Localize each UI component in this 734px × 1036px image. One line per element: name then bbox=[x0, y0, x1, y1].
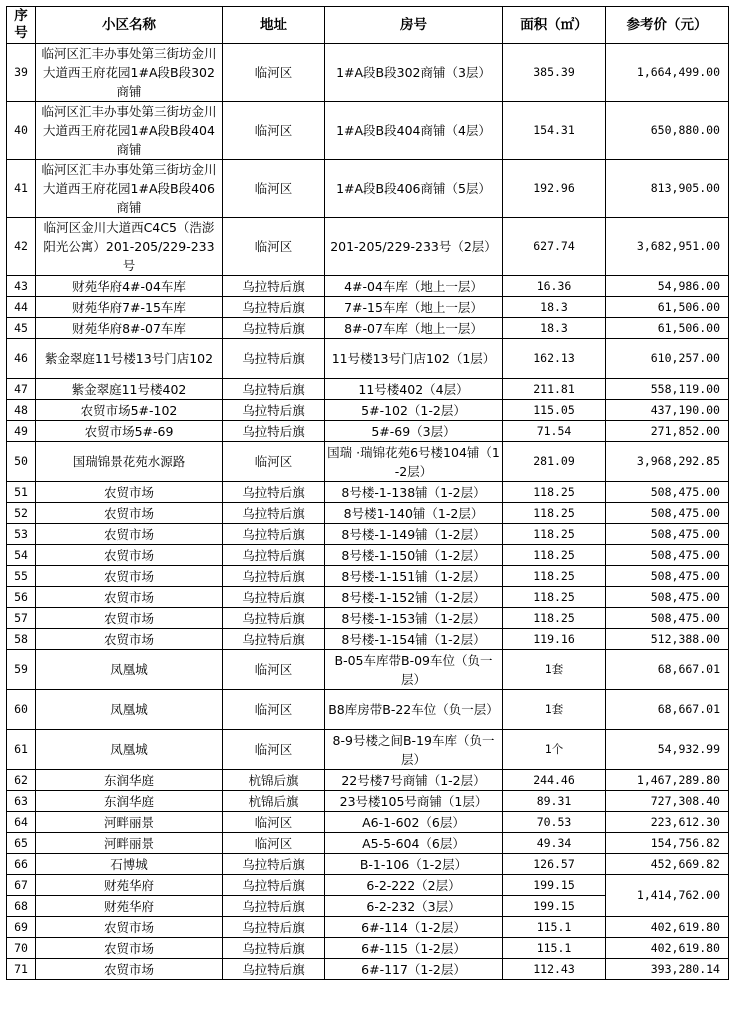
table-row bbox=[7, 730, 729, 770]
cell-room-number: 国瑞 ·瑞锦花苑6号楼104铺（1-2层） bbox=[325, 442, 503, 482]
cell-address: 乌拉特后旗 bbox=[223, 854, 325, 875]
cell-address: 临河区 bbox=[223, 102, 325, 160]
cell-reference-price: 558,119.00 bbox=[606, 379, 729, 400]
cell-community-name: 农贸市场5#-102 bbox=[36, 400, 223, 421]
table-row bbox=[7, 318, 729, 339]
cell-reference-price: 68,667.01 bbox=[606, 690, 729, 730]
cell-address: 乌拉特后旗 bbox=[223, 608, 325, 629]
cell-reference-price: 154,756.82 bbox=[606, 833, 729, 854]
cell-area: 1套 bbox=[503, 690, 606, 730]
cell-room-number: 8-9号楼之间B-19车库（负一层） bbox=[325, 730, 503, 770]
cell-address: 杭锦后旗 bbox=[223, 791, 325, 812]
cell-community-name: 凤凰城 bbox=[36, 650, 223, 690]
cell-area: 385.39 bbox=[503, 44, 606, 102]
cell-room-number: 1#A段B段302商铺（3层） bbox=[325, 44, 503, 102]
cell-serial-number: 54 bbox=[7, 545, 36, 566]
cell-reference-price: 3,968,292.85 bbox=[606, 442, 729, 482]
table-row bbox=[7, 833, 729, 854]
cell-community-name: 农贸市场 bbox=[36, 917, 223, 938]
cell-room-number: 11号楼402（4层） bbox=[325, 379, 503, 400]
cell-area: 18.3 bbox=[503, 297, 606, 318]
cell-area: 118.25 bbox=[503, 524, 606, 545]
table-row bbox=[7, 524, 729, 545]
cell-address: 乌拉特后旗 bbox=[223, 938, 325, 959]
cell-room-number: 5#-102（1-2层） bbox=[325, 400, 503, 421]
cell-area: 199.15 bbox=[503, 875, 606, 896]
cell-room-number: B-05车库带B-09车位（负一层） bbox=[325, 650, 503, 690]
cell-reference-price: 223,612.30 bbox=[606, 812, 729, 833]
cell-serial-number: 52 bbox=[7, 503, 36, 524]
cell-address: 乌拉特后旗 bbox=[223, 276, 325, 297]
cell-serial-number: 40 bbox=[7, 102, 36, 160]
cell-community-name: 国瑞锦景花苑水源路 bbox=[36, 442, 223, 482]
cell-room-number: 8号楼-1-138铺（1-2层） bbox=[325, 482, 503, 503]
cell-reference-price: 1,664,499.00 bbox=[606, 44, 729, 102]
cell-address: 乌拉特后旗 bbox=[223, 503, 325, 524]
cell-serial-number: 50 bbox=[7, 442, 36, 482]
cell-community-name: 临河区汇丰办事处第三街坊金川大道西王府花园1#A段B段406商铺 bbox=[36, 160, 223, 218]
cell-community-name: 紫金翠庭11号楼13号门店102 bbox=[36, 339, 223, 379]
cell-room-number: 4#-04车库（地上一层） bbox=[325, 276, 503, 297]
cell-serial-number: 60 bbox=[7, 690, 36, 730]
cell-community-name: 财苑华府7#-15车库 bbox=[36, 297, 223, 318]
table-row bbox=[7, 379, 729, 400]
cell-reference-price: 54,932.99 bbox=[606, 730, 729, 770]
cell-reference-price: 813,905.00 bbox=[606, 160, 729, 218]
header-room-number: 房号 bbox=[325, 7, 503, 44]
cell-community-name: 东润华庭 bbox=[36, 791, 223, 812]
header-reference-price: 参考价（元） bbox=[606, 7, 729, 44]
cell-serial-number: 39 bbox=[7, 44, 36, 102]
cell-community-name: 农贸市场 bbox=[36, 482, 223, 503]
cell-address: 乌拉特后旗 bbox=[223, 629, 325, 650]
cell-community-name: 农贸市场 bbox=[36, 545, 223, 566]
cell-area: 199.15 bbox=[503, 896, 606, 917]
cell-room-number: 1#A段B段406商铺（5层） bbox=[325, 160, 503, 218]
table-row bbox=[7, 791, 729, 812]
cell-serial-number: 43 bbox=[7, 276, 36, 297]
cell-reference-price: 437,190.00 bbox=[606, 400, 729, 421]
cell-address: 乌拉特后旗 bbox=[223, 959, 325, 980]
cell-community-name: 临河区汇丰办事处第三街坊金川大道西王府花园1#A段B段302商铺 bbox=[36, 44, 223, 102]
cell-serial-number: 48 bbox=[7, 400, 36, 421]
cell-room-number: 6#-115（1-2层） bbox=[325, 938, 503, 959]
cell-reference-price: 271,852.00 bbox=[606, 421, 729, 442]
cell-serial-number: 64 bbox=[7, 812, 36, 833]
cell-room-number: 7#-15车库（地上一层） bbox=[325, 297, 503, 318]
cell-area: 71.54 bbox=[503, 421, 606, 442]
cell-serial-number: 71 bbox=[7, 959, 36, 980]
cell-community-name: 农贸市场 bbox=[36, 959, 223, 980]
cell-serial-number: 59 bbox=[7, 650, 36, 690]
cell-room-number: 8号楼-1-149铺（1-2层） bbox=[325, 524, 503, 545]
cell-address: 乌拉特后旗 bbox=[223, 875, 325, 896]
cell-room-number: 8号楼-1-153铺（1-2层） bbox=[325, 608, 503, 629]
cell-area: 115.1 bbox=[503, 938, 606, 959]
cell-address: 乌拉特后旗 bbox=[223, 339, 325, 379]
cell-serial-number: 63 bbox=[7, 791, 36, 812]
cell-reference-price: 68,667.01 bbox=[606, 650, 729, 690]
cell-community-name: 石博城 bbox=[36, 854, 223, 875]
table-row bbox=[7, 218, 729, 276]
cell-area: 118.25 bbox=[503, 503, 606, 524]
cell-reference-price: 610,257.00 bbox=[606, 339, 729, 379]
cell-serial-number: 62 bbox=[7, 770, 36, 791]
cell-community-name: 农贸市场5#-69 bbox=[36, 421, 223, 442]
cell-address: 临河区 bbox=[223, 812, 325, 833]
cell-area: 115.1 bbox=[503, 917, 606, 938]
table-row bbox=[7, 608, 729, 629]
cell-room-number: 11号楼13号门店102（1层） bbox=[325, 339, 503, 379]
table-header-row bbox=[7, 7, 729, 44]
header-serial-number: 序号 bbox=[7, 7, 36, 44]
cell-area: 1个 bbox=[503, 730, 606, 770]
cell-serial-number: 55 bbox=[7, 566, 36, 587]
cell-community-name: 临河区汇丰办事处第三街坊金川大道西王府花园1#A段B段404商铺 bbox=[36, 102, 223, 160]
table-row bbox=[7, 44, 729, 102]
cell-area: 162.13 bbox=[503, 339, 606, 379]
cell-area: 154.31 bbox=[503, 102, 606, 160]
cell-community-name: 农贸市场 bbox=[36, 629, 223, 650]
cell-serial-number: 68 bbox=[7, 896, 36, 917]
cell-room-number: 23号楼105号商铺（1层） bbox=[325, 791, 503, 812]
cell-serial-number: 46 bbox=[7, 339, 36, 379]
cell-address: 杭锦后旗 bbox=[223, 770, 325, 791]
table-row bbox=[7, 770, 729, 791]
cell-area: 49.34 bbox=[503, 833, 606, 854]
cell-room-number: 1#A段B段404商铺（4层） bbox=[325, 102, 503, 160]
table-row bbox=[7, 400, 729, 421]
cell-address: 乌拉特后旗 bbox=[223, 917, 325, 938]
cell-address: 临河区 bbox=[223, 650, 325, 690]
cell-address: 临河区 bbox=[223, 160, 325, 218]
table-row bbox=[7, 690, 729, 730]
cell-community-name: 农贸市场 bbox=[36, 503, 223, 524]
cell-area: 16.36 bbox=[503, 276, 606, 297]
cell-community-name: 凤凰城 bbox=[36, 730, 223, 770]
cell-serial-number: 41 bbox=[7, 160, 36, 218]
table-row bbox=[7, 812, 729, 833]
cell-community-name: 临河区金川大道西C4C5（浩澎阳光公寓）201-205/229-233号 bbox=[36, 218, 223, 276]
cell-community-name: 农贸市场 bbox=[36, 938, 223, 959]
cell-address: 乌拉特后旗 bbox=[223, 400, 325, 421]
cell-room-number: 22号楼7号商铺（1-2层） bbox=[325, 770, 503, 791]
cell-reference-price: 402,619.80 bbox=[606, 917, 729, 938]
cell-address: 临河区 bbox=[223, 442, 325, 482]
table-row bbox=[7, 102, 729, 160]
cell-room-number: 6#-117（1-2层） bbox=[325, 959, 503, 980]
cell-area: 119.16 bbox=[503, 629, 606, 650]
cell-serial-number: 44 bbox=[7, 297, 36, 318]
cell-community-name: 农贸市场 bbox=[36, 566, 223, 587]
cell-area: 281.09 bbox=[503, 442, 606, 482]
cell-serial-number: 42 bbox=[7, 218, 36, 276]
cell-address: 乌拉特后旗 bbox=[223, 896, 325, 917]
table-row bbox=[7, 160, 729, 218]
cell-area: 70.53 bbox=[503, 812, 606, 833]
cell-serial-number: 47 bbox=[7, 379, 36, 400]
cell-reference-price: 508,475.00 bbox=[606, 524, 729, 545]
cell-community-name: 农贸市场 bbox=[36, 608, 223, 629]
cell-address: 乌拉特后旗 bbox=[223, 421, 325, 442]
cell-room-number: 8号楼1-140铺（1-2层） bbox=[325, 503, 503, 524]
cell-reference-price: 1,414,762.00 bbox=[606, 875, 729, 917]
cell-area: 192.96 bbox=[503, 160, 606, 218]
cell-area: 627.74 bbox=[503, 218, 606, 276]
cell-serial-number: 58 bbox=[7, 629, 36, 650]
cell-room-number: 8号楼-1-152铺（1-2层） bbox=[325, 587, 503, 608]
cell-serial-number: 53 bbox=[7, 524, 36, 545]
cell-area: 115.05 bbox=[503, 400, 606, 421]
table-row bbox=[7, 297, 729, 318]
cell-address: 临河区 bbox=[223, 44, 325, 102]
cell-room-number: B8库房带B-22车位（负一层） bbox=[325, 690, 503, 730]
cell-address: 乌拉特后旗 bbox=[223, 482, 325, 503]
cell-reference-price: 727,308.40 bbox=[606, 791, 729, 812]
cell-reference-price: 452,669.82 bbox=[606, 854, 729, 875]
cell-reference-price: 508,475.00 bbox=[606, 587, 729, 608]
cell-serial-number: 67 bbox=[7, 875, 36, 896]
table-row bbox=[7, 629, 729, 650]
cell-room-number: 8号楼-1-154铺（1-2层） bbox=[325, 629, 503, 650]
cell-address: 临河区 bbox=[223, 833, 325, 854]
cell-serial-number: 65 bbox=[7, 833, 36, 854]
cell-serial-number: 69 bbox=[7, 917, 36, 938]
cell-serial-number: 61 bbox=[7, 730, 36, 770]
cell-reference-price: 61,506.00 bbox=[606, 318, 729, 339]
cell-reference-price: 512,388.00 bbox=[606, 629, 729, 650]
table-row bbox=[7, 339, 729, 379]
cell-reference-price: 402,619.80 bbox=[606, 938, 729, 959]
cell-address: 乌拉特后旗 bbox=[223, 318, 325, 339]
cell-area: 118.25 bbox=[503, 587, 606, 608]
cell-community-name: 农贸市场 bbox=[36, 524, 223, 545]
cell-serial-number: 56 bbox=[7, 587, 36, 608]
table-body bbox=[7, 44, 729, 980]
cell-address: 乌拉特后旗 bbox=[223, 545, 325, 566]
cell-reference-price: 393,280.14 bbox=[606, 959, 729, 980]
header-address: 地址 bbox=[223, 7, 325, 44]
cell-address: 乌拉特后旗 bbox=[223, 297, 325, 318]
cell-community-name: 财苑华府4#-04车库 bbox=[36, 276, 223, 297]
cell-area: 244.46 bbox=[503, 770, 606, 791]
cell-community-name: 河畔丽景 bbox=[36, 812, 223, 833]
table-row bbox=[7, 566, 729, 587]
cell-area: 1套 bbox=[503, 650, 606, 690]
cell-room-number: 201-205/229-233号（2层） bbox=[325, 218, 503, 276]
cell-area: 89.31 bbox=[503, 791, 606, 812]
cell-address: 临河区 bbox=[223, 218, 325, 276]
cell-area: 118.25 bbox=[503, 482, 606, 503]
cell-room-number: B-1-106（1-2层） bbox=[325, 854, 503, 875]
cell-room-number: 8号楼-1-151铺（1-2层） bbox=[325, 566, 503, 587]
cell-address: 乌拉特后旗 bbox=[223, 379, 325, 400]
cell-community-name: 凤凰城 bbox=[36, 690, 223, 730]
cell-room-number: A5-5-604（6层） bbox=[325, 833, 503, 854]
cell-room-number: 6-2-222（2层） bbox=[325, 875, 503, 896]
table-row bbox=[7, 959, 729, 980]
cell-community-name: 财苑华府 bbox=[36, 896, 223, 917]
header-community-name: 小区名称 bbox=[36, 7, 223, 44]
cell-reference-price: 61,506.00 bbox=[606, 297, 729, 318]
cell-community-name: 农贸市场 bbox=[36, 587, 223, 608]
cell-reference-price: 54,986.00 bbox=[606, 276, 729, 297]
cell-community-name: 财苑华府8#-07车库 bbox=[36, 318, 223, 339]
table-row bbox=[7, 442, 729, 482]
cell-reference-price: 508,475.00 bbox=[606, 566, 729, 587]
table-row bbox=[7, 938, 729, 959]
table-row bbox=[7, 854, 729, 875]
cell-address: 乌拉特后旗 bbox=[223, 566, 325, 587]
cell-reference-price: 1,467,289.80 bbox=[606, 770, 729, 791]
cell-address: 临河区 bbox=[223, 690, 325, 730]
cell-area: 211.81 bbox=[503, 379, 606, 400]
cell-area: 112.43 bbox=[503, 959, 606, 980]
cell-area: 118.25 bbox=[503, 608, 606, 629]
cell-serial-number: 70 bbox=[7, 938, 36, 959]
cell-room-number: 8#-07车库（地上一层） bbox=[325, 318, 503, 339]
cell-community-name: 河畔丽景 bbox=[36, 833, 223, 854]
table-row bbox=[7, 587, 729, 608]
cell-reference-price: 508,475.00 bbox=[606, 545, 729, 566]
cell-serial-number: 57 bbox=[7, 608, 36, 629]
cell-community-name: 财苑华府 bbox=[36, 875, 223, 896]
cell-area: 126.57 bbox=[503, 854, 606, 875]
cell-serial-number: 51 bbox=[7, 482, 36, 503]
table-row bbox=[7, 421, 729, 442]
cell-serial-number: 66 bbox=[7, 854, 36, 875]
table-row bbox=[7, 276, 729, 297]
cell-room-number: 5#-69（3层） bbox=[325, 421, 503, 442]
cell-room-number: 6#-114（1-2层） bbox=[325, 917, 503, 938]
cell-address: 临河区 bbox=[223, 730, 325, 770]
cell-area: 118.25 bbox=[503, 566, 606, 587]
cell-room-number: 8号楼-1-150铺（1-2层） bbox=[325, 545, 503, 566]
header-area: 面积（㎡） bbox=[503, 7, 606, 44]
cell-room-number: A6-1-602（6层） bbox=[325, 812, 503, 833]
table-row bbox=[7, 503, 729, 524]
cell-reference-price: 508,475.00 bbox=[606, 503, 729, 524]
cell-reference-price: 3,682,951.00 bbox=[606, 218, 729, 276]
cell-serial-number: 45 bbox=[7, 318, 36, 339]
cell-serial-number: 49 bbox=[7, 421, 36, 442]
cell-reference-price: 508,475.00 bbox=[606, 608, 729, 629]
cell-community-name: 紫金翠庭11号楼402 bbox=[36, 379, 223, 400]
cell-reference-price: 650,880.00 bbox=[606, 102, 729, 160]
cell-reference-price: 508,475.00 bbox=[606, 482, 729, 503]
cell-address: 乌拉特后旗 bbox=[223, 524, 325, 545]
table-row bbox=[7, 875, 729, 896]
table-row bbox=[7, 482, 729, 503]
cell-area: 18.3 bbox=[503, 318, 606, 339]
cell-address: 乌拉特后旗 bbox=[223, 587, 325, 608]
cell-room-number: 6-2-232（3层） bbox=[325, 896, 503, 917]
cell-community-name: 东润华庭 bbox=[36, 770, 223, 791]
cell-area: 118.25 bbox=[503, 545, 606, 566]
table-row bbox=[7, 917, 729, 938]
property-price-table bbox=[6, 6, 729, 980]
table-row bbox=[7, 545, 729, 566]
table-row bbox=[7, 650, 729, 690]
